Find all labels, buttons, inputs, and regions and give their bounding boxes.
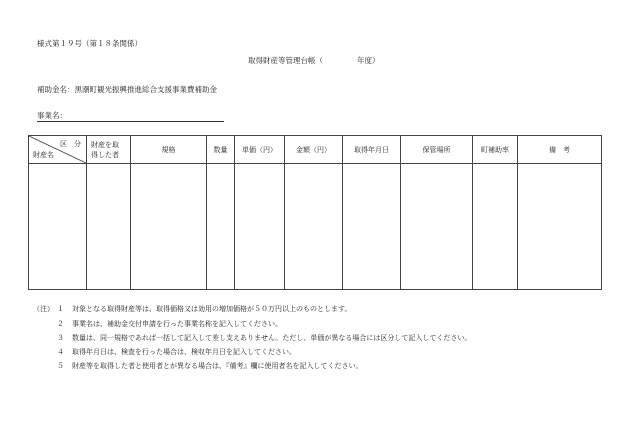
col-quantity: 数量 — [207, 136, 235, 164]
category-label: 区 分 — [60, 140, 81, 148]
note-number: ３ — [57, 334, 64, 342]
cell-unit-price[interactable] — [235, 164, 285, 290]
header-row — [29, 136, 602, 164]
col-remarks: 備 考 — [518, 136, 602, 164]
project-name-field[interactable] — [37, 121, 224, 122]
cell-spec[interactable] — [131, 164, 207, 290]
subsidy-name: 補助金名：黒潮町観光振興推進総合支援事業費補助金 — [37, 85, 217, 94]
note-number: １ — [57, 305, 64, 313]
col-spec: 規格 — [131, 136, 207, 164]
note-text: 取得年月日は、検査を行った場合は、検収年月日を記入してください。 — [72, 348, 296, 356]
col-unit-price: 単価（円） — [235, 136, 285, 164]
cell-asset-name[interactable] — [29, 164, 87, 290]
cell-acquisition-date[interactable] — [343, 164, 401, 290]
col-storage-location: 保管場所 — [401, 136, 473, 164]
col-subsidy-rate: 町補助率 — [473, 136, 518, 164]
title-suffix: 年度） — [357, 56, 380, 65]
cell-remarks[interactable] — [518, 164, 602, 290]
cell-subsidy-rate[interactable] — [473, 164, 518, 290]
note-number: ２ — [57, 320, 64, 328]
notes-mark: （注） — [33, 305, 54, 313]
note-item — [57, 335, 471, 342]
note-item — [57, 363, 363, 370]
col-amount: 金額（円） — [285, 136, 343, 164]
form-number: 様式第１９号（第１８条関係） — [37, 39, 142, 48]
diagonal-header-cell — [29, 136, 87, 164]
cell-acquirer[interactable] — [87, 164, 131, 290]
note-text: 事業名は、補助金交付申請を行った事業名称を記入してください。 — [72, 320, 282, 328]
table-row — [29, 164, 602, 290]
note-item — [57, 321, 282, 328]
project-name-label: 事業名： — [37, 111, 67, 120]
cell-quantity[interactable] — [207, 164, 235, 290]
asset-ledger-table — [28, 135, 602, 290]
col-acquisition-date: 取得年月日 — [343, 136, 401, 164]
asset-name-label: 財産名 — [33, 151, 54, 159]
note-text: 数量は、同一規格であれば一括して記入して差し支えありません。ただし、単価が異なる場合には区分して記入してください。 — [72, 334, 472, 342]
note-number: ４ — [57, 348, 64, 356]
note-item — [57, 349, 296, 356]
document-title — [248, 57, 380, 65]
cell-storage-location[interactable] — [401, 164, 473, 290]
col-acquirer: 財産を取 得した者 — [87, 136, 131, 164]
cell-amount[interactable] — [285, 164, 343, 290]
note-text: 対象となる取得財産等は、取得価格又は効用の増加価格が５０万円以上のものとします。 — [72, 305, 352, 313]
note-text: 財産等を取得した者と使用者とが異なる場合は、『備考』欄に使用者名を記入してください。 — [72, 362, 363, 370]
title-main: 取得財産等管理台帳（ — [248, 56, 323, 65]
note-number: ５ — [57, 362, 64, 370]
note-item — [57, 306, 351, 313]
